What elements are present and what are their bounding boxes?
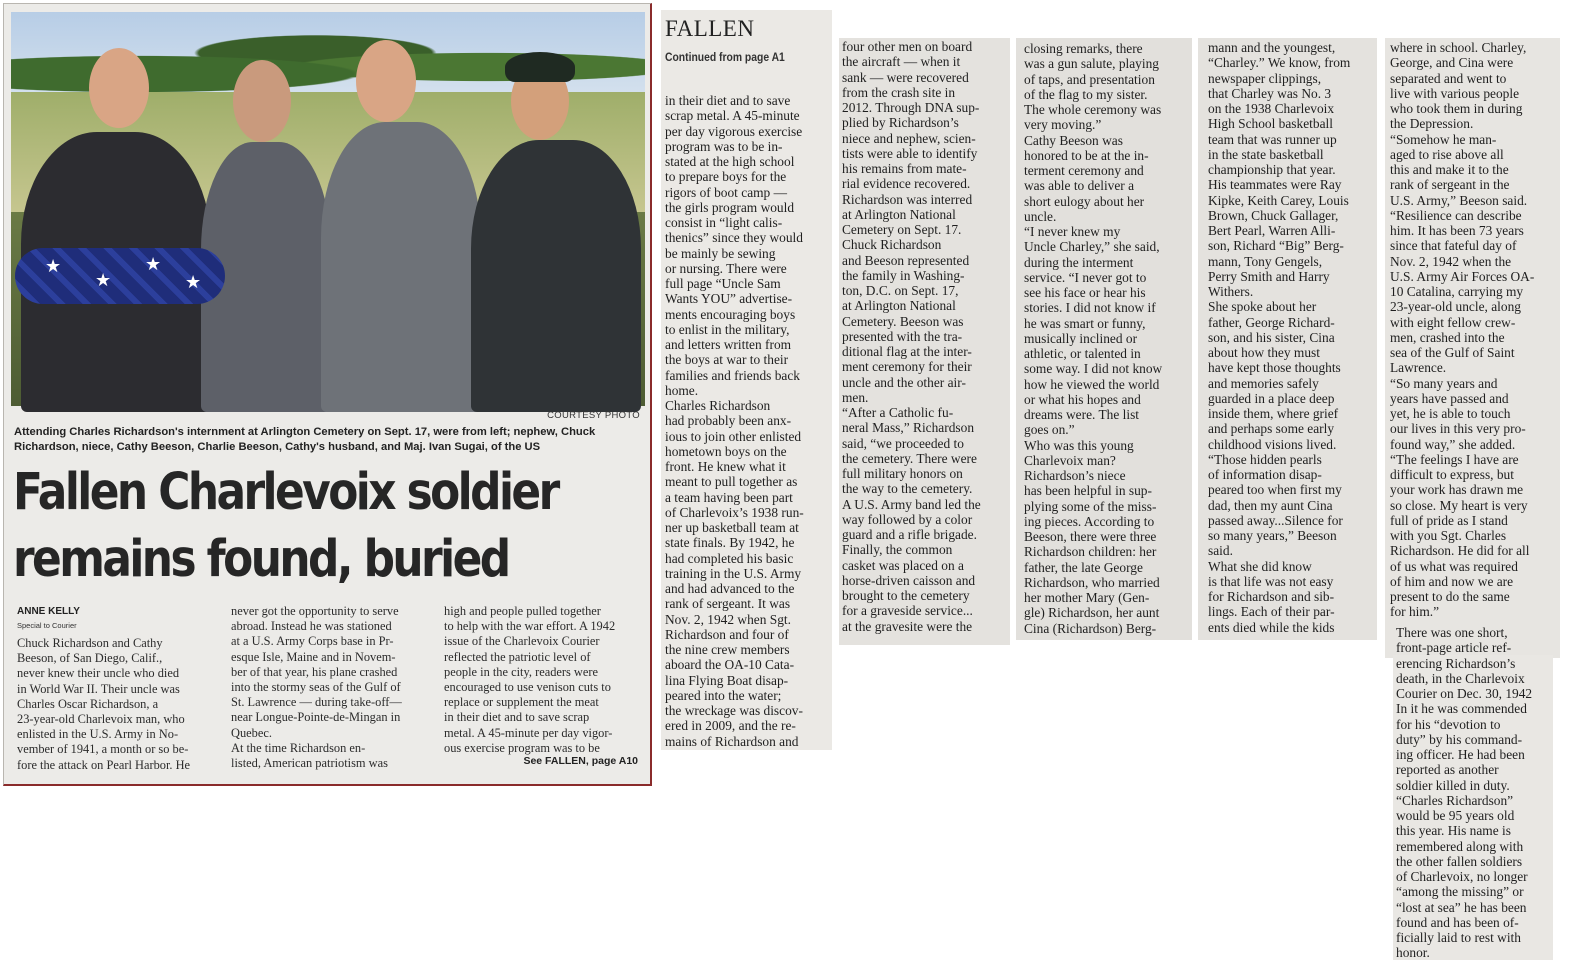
continued-column-a xyxy=(661,10,832,750)
front-column-3: high and people pulled together to help with the war effort. A 1942 issue of the Charlevoix Courier reflected the patriotic level of people in the city, readers were encouraged to use venison cuts to replace or supplement the meat in their diet and to save scrap metal. A 45-minute per day vigor- ous exercise program was to be xyxy=(444,604,616,755)
photo-credit: COURTESY PHOTO xyxy=(547,410,640,421)
person-head xyxy=(233,60,291,142)
headline-line-1: Fallen Charlevoix soldier xyxy=(13,463,558,522)
person-head xyxy=(356,40,416,122)
byline-role: Special to Courier xyxy=(17,621,77,630)
continued-from: Continued from page A1 xyxy=(665,52,785,64)
star-icon: ★ xyxy=(95,270,112,290)
byline: ANNE KELLY xyxy=(17,606,80,617)
star-icon: ★ xyxy=(45,256,62,276)
star-icon: ★ xyxy=(185,272,202,292)
column-text: in their diet and to save scrap metal. A 45-minute per day vigorous exercise program was to be in- stated at the high school to prepare boys for the rigors of boot camp — the girls program would consist in “light calis- thenics” since they would be mainly be sewing or nursing. There were full page “Uncle Sam Wants YOU” advertise- ments encouraging boys to enlist in the military, and letters written from the boys at war to their families and friends back home. Charles Richardson had probably been anx- ious to join other enlisted hometown boys on the front. He knew what it meant to pull together as a team having been part of Charlevoix’s 1938 run- ner up basketball team at state finals. By 1942, he had completed his basic training in the U.S. Army and had advanced to the rank of sergeant. It was Nov. 2, 1942 when Sgt. Richardson and four of the nine crew members aboard the OA-10 Cata- lina Flying Boat disap- peared into the water; the wreckage was discov- ered in 2009, and the re- mains of Richardson and xyxy=(665,93,804,749)
person-charlie-beeson xyxy=(321,122,481,412)
beret xyxy=(505,52,575,82)
column-text: where in school. Charley, George, and Cina were separated and went to live with various people who took them in during the Depression. “Somehow he man- aged to rise above all this and make it to the rank of sergeant in the U.S. Army,” Beeson said. “Resilience can describe him. It has been 73 years since that fateful day of Nov. 2, 1942 when the U.S. Army Air Forces OA- 10 Catalina, carrying my 23-year-old uncle, along with eight fellow crew- men, crashed into the sea of the Gulf of Saint Lawrence. “So many years and years have passed and yet, he is able to touch our lives in this very pro- found way,” she added. “The feelings I have are difficult to express, but your work has drawn me so close. My heart is very full of pride as I stand with you Sgt. Charles Richardson. He did for all of us what was required of him and now we are present to do the same for him.” xyxy=(1390,40,1535,620)
person-maj-ivan-sugai xyxy=(471,140,641,412)
courtesy-photo xyxy=(11,12,645,406)
headline xyxy=(13,459,563,593)
front-column-2: never got the opportunity to serve abroad. Instead he was stationed at a U.S. Army Corps base in Pr- esque Isle, Maine and in Novem- ber of that year, his plane crashed into the stormy seas of the Gulf of St. Lawrence — during take-off— near Longue-Pointe-de-Mingan in Quebec. At the time Richardson en- listed, American patriotism was xyxy=(231,604,402,771)
column-text: There was one short, front-page article ref- erencing Richardson’s death, in the Charlevoix Courier on Dec. 30, 1942 In it he was commended for his “devotion to duty” by his command- ing officer. He had been reported as another soldier killed in duty. “Charles Richardson” would be 95 years old this year. His name is remembered along with the other fallen soldiers of Charlevoix, no longer “among the missing” or “lost at sea” he has been found and has been of- ficially laid to rest with honor. xyxy=(1396,625,1533,961)
headline-line-2: remains found, buried xyxy=(13,530,509,589)
column-text: closing remarks, there was a gun salute, playing of taps, and presentation of the flag to my sister. The whole ceremony was very moving.” Cathy Beeson was honored to be at the in- terment ceremony and was able to deliver a short eulogy about her uncle. “I never knew my Uncle Charley,” she said, during the interment service. “I never got to see his face or hear his stories. I did not know if he was smart or funny, musically inclined or athletic, or talented in some way. I did not know how he viewed the world or what his hopes and dreams were. The list goes on.” Who was this young Charlevoix man? Richardson’s niece has been helpful in sup- plying some of the miss- ing pieces. According to Beeson, there were three Richardson children: her father, the late George Richardson, who married her mother Mary (Gen- gle) Richardson, her aunt Cina (Richardson) Berg- xyxy=(1024,41,1163,636)
column-text: four other men on board the aircraft — when it sank — were recovered from the crash site in 2012. Through DNA sup- plied by Richardson’s niece and nephew, scien- tists were able to identify his remains from mate- rial evidence recovered. Richardson was interred at Arlington National Cemetery on Sept. 17. Chuck Richardson and Beeson represented the family in Washing- ton, D.C. on Sept. 17, at Arlington National Cemetery. Beeson was presented with the tra- ditional flag at the inter- ment ceremony for their uncle and the other air- men. “After a Catholic fu- neral Mass,” Richardson said, “we proceeded to the cemetery. There were full military honors on the way to the cemetery. A U.S. Army band led the way followed by a color guard and a rifle brigade. Finally, the common casket was placed on a horse-driven caisson and brought to the cemetery for a graveside service... at the gravesite were the xyxy=(842,39,981,634)
front-page-clipping xyxy=(3,3,652,786)
column-text: mann and the youngest, “Charley.” We know, from newspaper clippings, that Charley was No. 3 on the 1938 Charlevoix High School basketball team that was runner up in the state basketball championship that year. His teammates were Ray Kipke, Keith Carey, Louis Brown, Chuck Gallager, Bert Pearl, Warren Alli- son, Richard “Big” Berg- mann, Tony Gengels, Perry Smith and Harry Withers. She spoke about her father, George Richard- son, and his sister, Cina about how they must have kept those thoughts and memories safely guarded in a place deep inside them, where grief and perhaps some early childhood visions lived. “Those hidden pearls of information disap- peared too when first my dad, then my aunt Cina passed away...Silence for so many years,” Beeson said. What she did know is that life was not easy for Richardson and sib- lings. Each of their par- ents died while the kids xyxy=(1208,40,1351,635)
continued-column-b xyxy=(839,38,1010,645)
folded-flag xyxy=(15,248,225,304)
star-icon: ★ xyxy=(145,254,162,274)
person-head xyxy=(89,48,149,128)
continued-column-f xyxy=(1393,625,1553,961)
jump-line: See FALLEN, page A10 xyxy=(523,755,638,767)
continued-column-d xyxy=(1198,38,1377,640)
front-column-1: Chuck Richardson and Cathy Beeson, of San Diego, Calif., never knew their uncle who died in World War II. Their uncle was Charles Oscar Richardson, a 23-year-old Charlevoix man, who enlisted in the U.S. Army in No- vember of 1941, a month or so be- fore the attack on Pearl Harbor. He xyxy=(17,636,191,772)
continued-kicker: FALLEN xyxy=(665,16,755,41)
photo-caption: Attending Charles Richardson's internment at Arlington Cemetery on Sept. 17, were from left; nephew, Chuck Richardson, niece, Cathy Beeson, Charlie Beeson, Cathy's husband, and Maj. Ivan Sugai, of the US xyxy=(14,426,596,453)
continued-column-c xyxy=(1016,38,1192,640)
continued-column-e xyxy=(1385,38,1560,658)
